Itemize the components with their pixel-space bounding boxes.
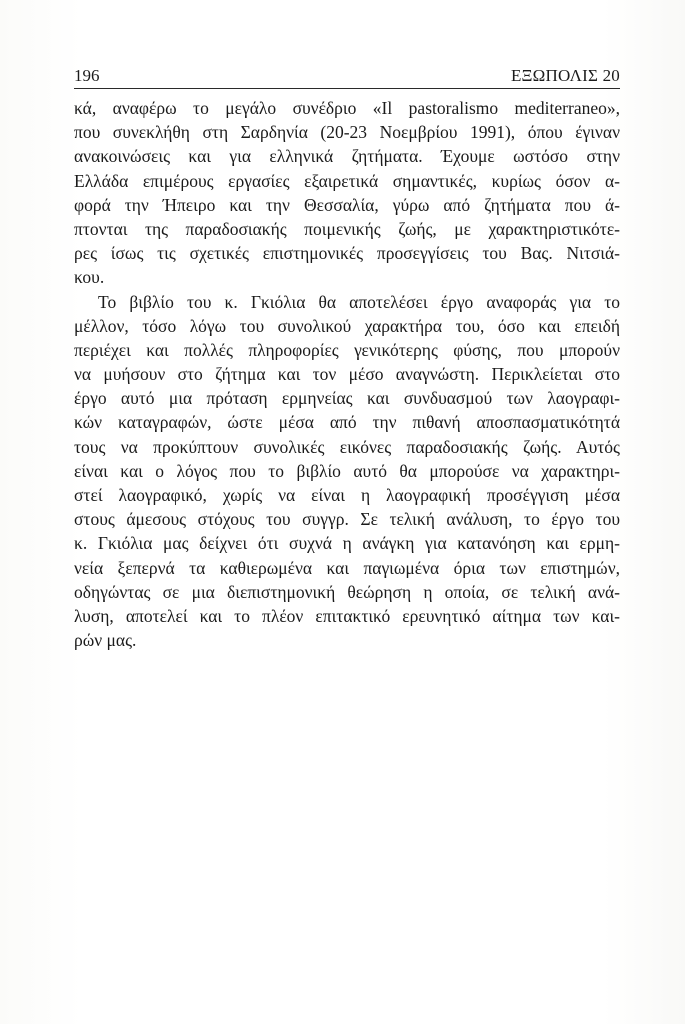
text-line: κών καταγραφών, ώστε μέσα από την πιθανή αποσπασματικότητά <box>74 412 620 433</box>
text-line: να μυήσουν στο ζήτημα και τον μέσο αναγνώστη. Περικλείεται στο <box>74 364 620 385</box>
text-line: είναι και ο λόγος που το βιβλίο αυτό θα μπορούσε να χαρακτηρι- <box>74 460 620 481</box>
text-line: Ελλάδα επιμέρους εργασίες εξαιρετικά σημαντικές, κυρίως όσον α- <box>74 170 620 191</box>
text-line: στεί λαογραφικό, χωρίς να είναι η λαογραφική προσέγγιση μέσα <box>74 485 620 505</box>
text-line: κά, αναφέρω το μεγάλο συνέδριο «Il pastoralismo mediterraneo», <box>74 98 620 118</box>
text-line: λυση, αποτελεί και το πλέον επιτακτικό ερευνητικό αίτημα των και- <box>74 605 620 626</box>
text-line: οδηγώντας σε μια διεπιστημονική θεώρηση η οποία, σε τελική ανά- <box>74 581 620 602</box>
text-line: νεία ξεπερνά τα καθιερωμένα και παγιωμένα όρια των επιστημών, <box>74 557 620 578</box>
header-rule <box>74 88 620 89</box>
text-line: μέλλον, τόσο λόγω του συνολικού χαρακτήρα του, όσο και επειδή <box>74 315 620 336</box>
text-line: κου. <box>74 267 105 288</box>
text-line: πτονται της παραδοσιακής ποιμενικής ζωής, με χαρακτηριστικότε- <box>74 218 620 239</box>
text-line: φορά την Ήπειρο και την Θεσσαλία, γύρω από ζητήματα που ά- <box>74 194 620 215</box>
body-text <box>74 96 620 652</box>
text-line: που συνεκλήθη στη Σαρδηνία (20-23 Νοεμβρίου 1991), όπου έγιναν <box>74 122 620 143</box>
paragraph-1 <box>74 96 620 290</box>
text-line: Το βιβλίο του κ. Γκιόλια θα αποτελέσει έργο αναφοράς για το <box>98 291 620 312</box>
text-line: τους να προκύπτουν συνολικές εικόνες παραδοσιακής ζωής. Αυτός <box>74 436 620 457</box>
paragraph-2 <box>74 290 620 653</box>
text-line: ρών μας. <box>74 630 137 651</box>
text-line: έργο αυτό μια πρόταση ερμηνείας και συνδυασμού των λαογραφι- <box>74 388 620 409</box>
page-header <box>74 66 620 88</box>
running-head: ΕΞΩΠΟΛΙΣ 20 <box>510 66 620 85</box>
text-line: περιέχει και πολλές πληροφορίες γενικότερης φύσης, που μπορούν <box>74 339 620 360</box>
page-number: 196 <box>74 66 100 85</box>
text-line: ρες ίσως τις σχετικές επιστημονικές προσεγγίσεις του Βας. Νιτσιά- <box>74 243 620 264</box>
text-line: ανακοινώσεις και για ελληνικά ζητήματα. Έχουμε ωστόσο στην <box>74 146 620 167</box>
text-line: στους άμεσους στόχους του συγγρ. Σε τελική ανάλυση, το έργο του <box>74 509 620 530</box>
text-line: κ. Γκιόλια μας δείχνει ότι συχνά η ανάγκη για κατανόηση και ερμη- <box>74 533 620 554</box>
